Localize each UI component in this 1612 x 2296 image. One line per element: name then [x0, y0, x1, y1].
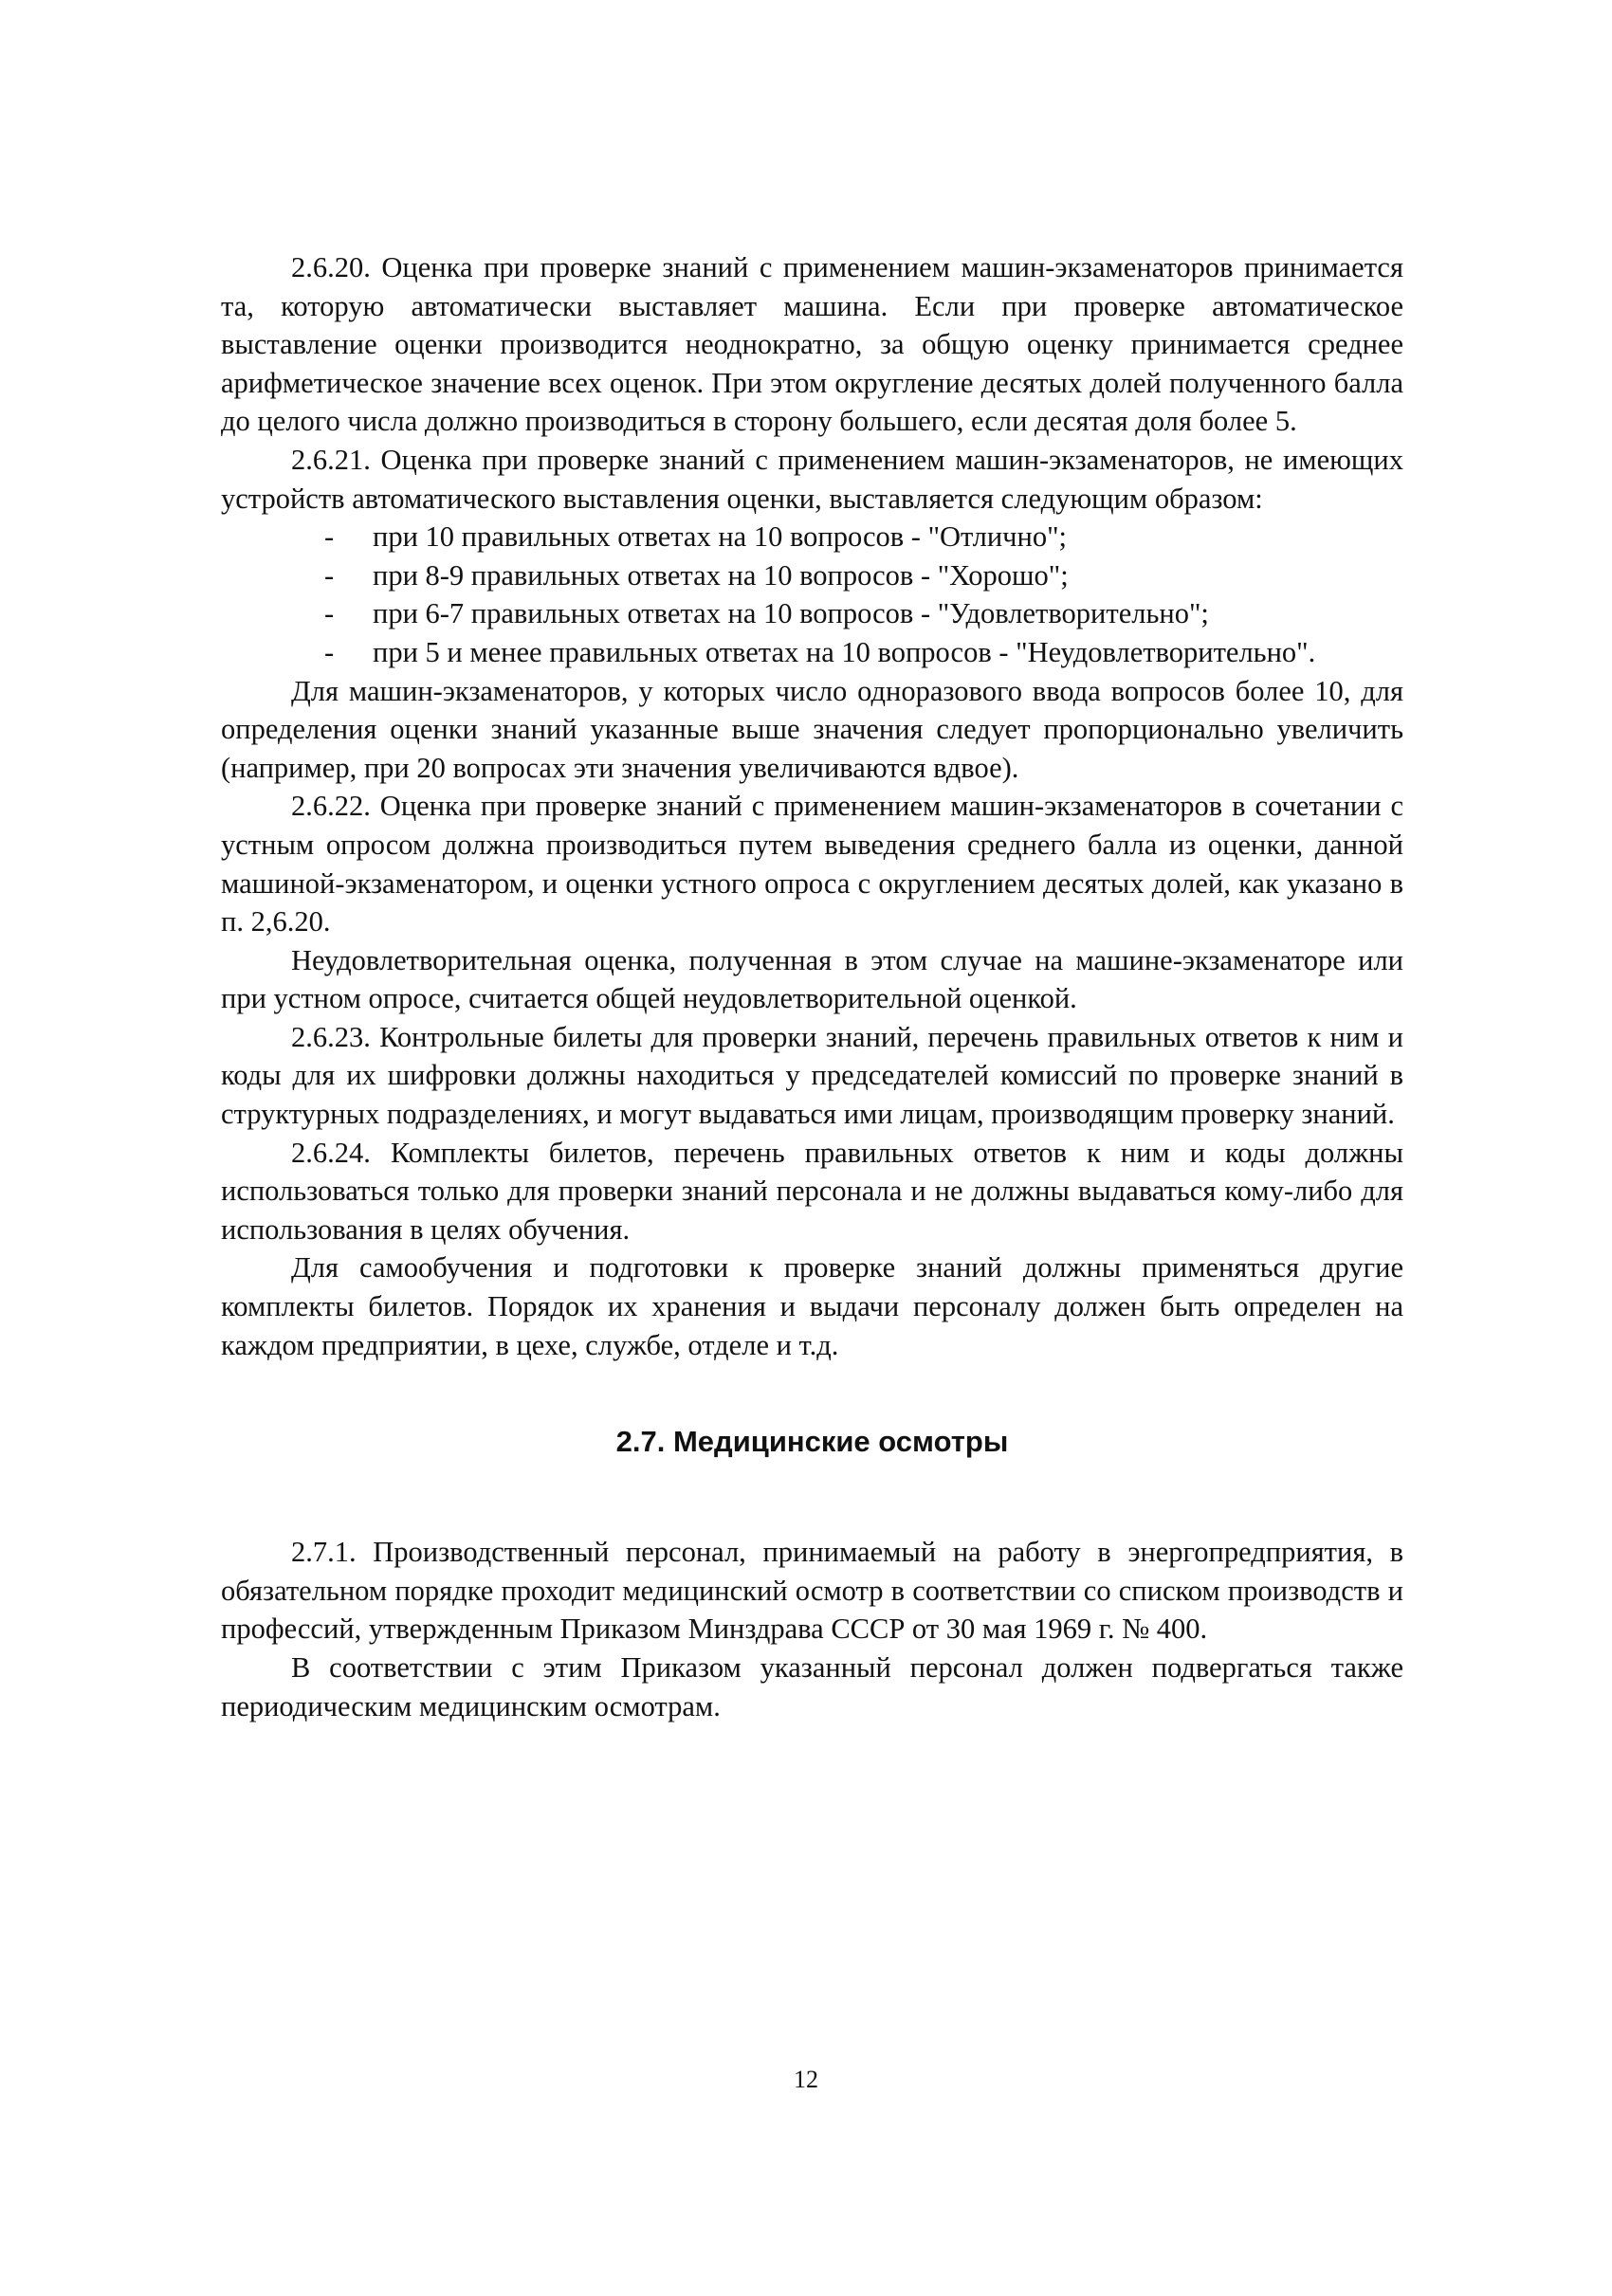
paragraph-2-6-20: 2.6.20. Оценка при проверке знаний с применением машин-экзаменаторов принимается та, которую автоматически выставляет машина. Если при проверке автоматическое выставление оценки производится неоднократно, за общую оценку принимается среднее арифметическое значение всех оценок. При этом округление десятых долей полученного балла до целого числа должно производиться в сторону большего, если десятая доля более 5.	[221, 251, 1403, 438]
page-number: 12	[794, 2066, 818, 2093]
paragraph-unsatisfactory: Неудовлетворительная оценка, полученная в этом случае на машине-экзаменаторе или при устном опросе, считается общей неудовлетворительной оценкой.	[221, 943, 1403, 1015]
list-item	[221, 633, 1403, 672]
paragraph-2-6-23: 2.6.23. Контрольные билеты для проверки знаний, перечень правильных ответов к ним и коды для их шифровки должны находиться у председателей комиссий по проверке знаний в структурных подразделениях, и могут выдаваться ими лицам, производящим проверку знаний.	[221, 1020, 1403, 1131]
document-page	[221, 248, 1403, 1725]
list-item-text: при 5 и менее правильных ответах на 10 вопросов - "Неудовлетворительно".	[373, 635, 1316, 668]
paragraph-2-6-24: 2.6.24. Комплекты билетов, перечень правильных ответов к ним и коды должны использоваться только для проверки знаний персонала и не должны выдаваться кому-либо для использования в целях обучения.	[221, 1136, 1403, 1246]
list-item-text: при 6-7 правильных ответах на 10 вопросов - "Удовлетворительно";	[373, 597, 1209, 630]
list-dash: -	[324, 520, 335, 554]
list-dash: -	[324, 635, 335, 668]
list-dash: -	[324, 558, 335, 592]
paragraph-2-6-21: 2.6.21. Оценка при проверке знаний с применением машин-экзаменаторов, не имеющих устройств автоматического выставления оценки, выставляется следующим образом:	[221, 443, 1403, 515]
list-item	[221, 594, 1403, 633]
list-item-text: при 10 правильных ответах на 10 вопросов - "Отлично";	[373, 520, 1067, 554]
section-heading: 2.7. Медицинские осмотры	[615, 1425, 1009, 1459]
paragraph-machine-examiners: Для машин-экзаменаторов, у которых число одноразового ввода вопросов более 10, для определения оценки знаний указанные выше значения следует пропорционально увеличить (например, при 20 вопросах эти значения увеличиваются вдвое).	[221, 674, 1403, 784]
grading-list	[221, 518, 1403, 671]
list-item-text: при 8-9 правильных ответах на 10 вопросов - "Хорошо";	[373, 558, 1069, 592]
list-dash: -	[324, 597, 335, 630]
paragraph-2-7-1: 2.7.1. Производственный персонал, принимаемый на работу в энергопредприятия, в обязательном порядке проходит медицинский осмотр в соответствии со списком производств и профессий, утвержденным Приказом Минздрава СССР от 30 мая 1969 г. № 400.	[221, 1536, 1403, 1646]
paragraph-periodic-exams: В соответствии с этим Приказом указанный персонал должен подвергаться также периодическим медицинским осмотрам.	[221, 1651, 1403, 1722]
paragraph-2-6-22: 2.6.22. Оценка при проверке знаний с применением машин-экзаменаторов в сочетании с устным опросом должна производиться путем выведения среднего балла из оценки, данной машиной-экзаменатором, и оценки устного опроса с округлением десятых долей, как указано в п. 2,6.20.	[221, 790, 1403, 938]
paragraph-self-study: Для самообучения и подготовки к проверке знаний должны применяться другие комплекты билетов. Порядок их хранения и выдачи персоналу должен быть определен на каждом предприятии, в цехе, службе, отделе и т.д.	[221, 1251, 1403, 1361]
list-item	[221, 556, 1403, 595]
list-item	[221, 518, 1403, 556]
